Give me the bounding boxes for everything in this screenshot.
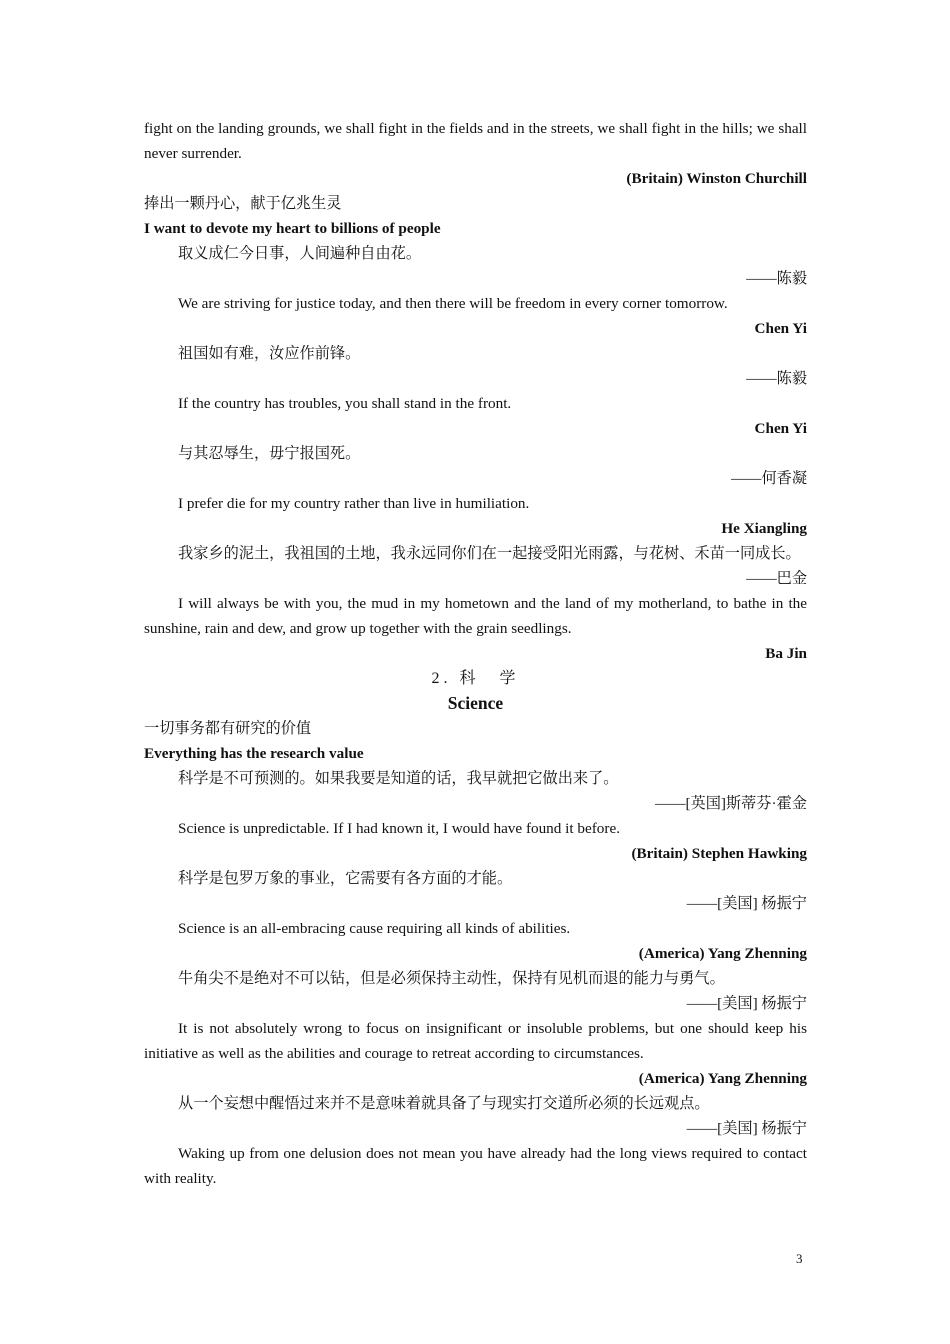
quote-cn: 取义成仁今日事，人间遍种自由花。 bbox=[178, 245, 421, 262]
attribution-en: Chen Yi bbox=[754, 320, 807, 337]
attribution-en: (America) Yang Zhenning bbox=[638, 945, 807, 962]
quote-en: Science is unpredictable. If I had known it, I would have found it before. bbox=[178, 820, 620, 837]
attribution-cn: ——[美国] 杨振宁 bbox=[686, 1120, 807, 1137]
attribution-en: (America) Yang Zhenning bbox=[638, 1070, 807, 1087]
quote-cn: 从一个妄想中醒悟过来并不是意味着就具备了与现实打交道所必须的长远观点。 bbox=[178, 1095, 710, 1112]
quote-cn: 我家乡的泥土，我祖国的土地，我永远同你们在一起接受阳光雨露，与花树、禾苗一同成长。 bbox=[178, 545, 801, 562]
section-heading-en: I want to devote my heart to billions of people bbox=[144, 220, 441, 237]
quote-en: It is not absolutely wrong to focus on insignificant or insoluble problems, but one should keep his initiative as well as the abilities and courage to retreat according to circumstances. bbox=[144, 1020, 807, 1062]
attribution-en: (Britain) Winston Churchill bbox=[626, 170, 807, 187]
quote-cn: 牛角尖不是绝对不可以钻，但是必须保持主动性，保持有见机而退的能力与勇气。 bbox=[178, 970, 725, 987]
attribution-en: Ba Jin bbox=[765, 645, 807, 662]
quote-en: I will always be with you, the mud in my hometown and the land of my motherland, to bathe in the sunshine, rain and dew, and grow up together with the grain seedlings. bbox=[144, 595, 807, 637]
attribution-cn: ——[美国] 杨振宁 bbox=[686, 995, 807, 1012]
quote-cn: 科学是不可预测的。如果我要是知道的话，我早就把它做出来了。 bbox=[178, 770, 619, 787]
attribution-en: (Britain) Stephen Hawking bbox=[631, 845, 807, 862]
section-heading-cn: 一切事务都有研究的价值 bbox=[144, 720, 312, 737]
attribution-cn: ——[美国] 杨振宁 bbox=[686, 895, 807, 912]
document-page bbox=[144, 116, 807, 1191]
quote-en: I prefer die for my country rather than live in humiliation. bbox=[178, 495, 530, 512]
quote-en: Waking up from one delusion does not mean you have already had the long views required to contact with reality. bbox=[144, 1145, 807, 1187]
section-heading-en: Everything has the research value bbox=[144, 745, 364, 762]
attribution-en: He Xiangling bbox=[721, 520, 807, 537]
quote-en: If the country has troubles, you shall stand in the front. bbox=[178, 395, 512, 412]
quote-en: Science is an all-embracing cause requiring all kinds of abilities. bbox=[178, 920, 571, 937]
section-title-en: Science bbox=[447, 693, 504, 713]
quote-cn: 祖国如有难，汝应作前锋。 bbox=[178, 345, 361, 362]
attribution-cn: ——何香凝 bbox=[731, 470, 807, 487]
attribution-cn: ——陈毅 bbox=[746, 370, 807, 387]
page-number: 3 bbox=[796, 1251, 803, 1266]
quote-en: We are striving for justice today, and then there will be freedom in every corner tomorrow. bbox=[178, 295, 728, 312]
attribution-cn: ——巴金 bbox=[746, 570, 807, 587]
section-heading-cn: 捧出一颗丹心，献于亿兆生灵 bbox=[144, 195, 342, 212]
quote-cn: 与其忍辱生，毋宁报国死。 bbox=[178, 445, 361, 462]
paragraph-continuation: fight on the landing grounds, we shall fight in the fields and in the streets, we shall fight in the hills; we shall never surrender. bbox=[144, 120, 807, 162]
attribution-en: Chen Yi bbox=[754, 420, 807, 437]
attribution-cn: ——[英国]斯蒂芬·霍金 bbox=[655, 795, 807, 812]
section-number-title: 2. 科 学 bbox=[431, 670, 520, 687]
attribution-cn: ——陈毅 bbox=[746, 270, 807, 287]
quote-cn: 科学是包罗万象的事业，它需要有各方面的才能。 bbox=[178, 870, 513, 887]
